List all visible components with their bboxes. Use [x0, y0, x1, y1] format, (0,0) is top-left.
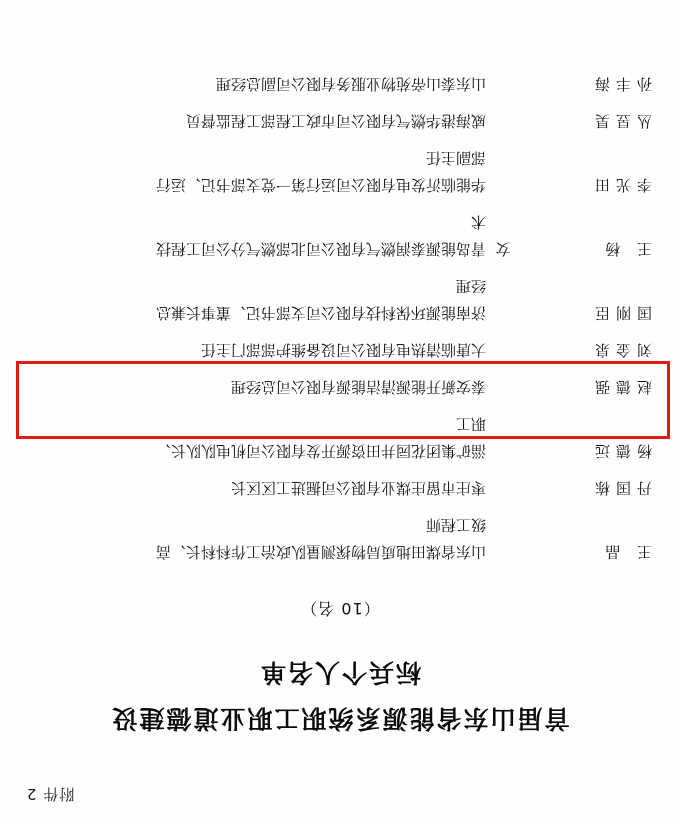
table-row — [28, 468, 652, 505]
table-row — [28, 64, 652, 101]
person-unit — [28, 330, 486, 367]
person-unit-line: 职工 — [455, 415, 486, 433]
person-unit-line: 青岛能源泰润燃气有限公司北部燃气分公司工程技 — [155, 240, 486, 258]
person-unit — [28, 266, 486, 330]
name-list-body — [28, 64, 652, 569]
person-gender — [486, 367, 520, 404]
table-row — [28, 202, 652, 266]
person-gender — [486, 404, 520, 468]
person-gender — [486, 101, 520, 138]
person-name: 丹国栋 — [588, 479, 652, 497]
person-gender: 女 — [495, 240, 511, 258]
person-unit-line: 济南能源环保科技有限公司支部书记、董事长兼总 — [155, 304, 486, 322]
person-unit-line: 术 — [470, 213, 486, 231]
person-name: 国刚臣 — [588, 304, 652, 322]
table-row — [28, 330, 652, 367]
document-subtitle: （10 名） — [300, 599, 380, 618]
person-unit-line: 部副主任 — [425, 149, 486, 167]
person-unit-line: 淄矿集团花园井田资源开发有限公司机电队队长、 — [155, 442, 486, 460]
person-name: 孙丰海 — [588, 75, 652, 93]
person-unit — [28, 468, 486, 505]
table-row — [28, 505, 652, 569]
person-unit — [28, 367, 486, 404]
person-name: 李光田 — [588, 176, 652, 194]
title-line-2: 标兵个人名单 — [259, 658, 422, 687]
name-list-table — [28, 64, 652, 569]
person-name: 王 晶 — [599, 543, 652, 561]
attachment-label: 附件 2 — [26, 785, 75, 803]
person-gender — [486, 505, 520, 569]
person-unit — [28, 138, 486, 202]
person-unit-line: 山东省煤田地质局物探测量队政治工作科科长、高 — [155, 543, 486, 561]
person-unit-line: 泰安新开能源清洁能源有限公司总经理 — [230, 378, 486, 396]
table-row-highlighted — [28, 404, 652, 468]
person-name: 赵德强 — [588, 378, 652, 396]
person-gender — [486, 138, 520, 202]
person-gender — [486, 330, 520, 367]
person-unit — [28, 202, 486, 266]
person-unit-line: 级工程师 — [425, 516, 486, 534]
person-gender — [486, 64, 520, 101]
person-unit-line: 枣庄市留庄煤业有限公司掘进工区区长 — [230, 479, 486, 497]
person-unit-line: 大唐临清热电有限公司设备维护部部门主任 — [200, 341, 486, 359]
title-line-1: 首届山东省能源系统职工职业道德建设 — [110, 704, 570, 733]
person-unit — [28, 64, 486, 101]
person-unit — [28, 404, 486, 468]
document-title — [0, 649, 680, 741]
person-unit-line: 华能临沂发电有限公司运行第一党支部书记、运行 — [155, 176, 486, 194]
table-row — [28, 138, 652, 202]
person-gender — [486, 266, 520, 330]
person-name: 刘金泉 — [588, 341, 652, 359]
person-unit-line: 威海港华燃气有限公司市政工程部工程监督员 — [185, 112, 486, 130]
person-unit-line: 山东泰山帝苑物业服务有限公司副总经理 — [215, 75, 486, 93]
table-row — [28, 101, 652, 138]
person-unit — [28, 101, 486, 138]
person-name: 王 杨 — [599, 240, 652, 258]
person-name: 丛昱昊 — [588, 112, 652, 130]
person-unit-line: 经理 — [455, 277, 486, 295]
table-row — [28, 266, 652, 330]
person-gender — [486, 468, 520, 505]
person-name: 杨德远 — [588, 442, 652, 460]
table-row — [28, 367, 652, 404]
person-unit — [28, 505, 486, 569]
